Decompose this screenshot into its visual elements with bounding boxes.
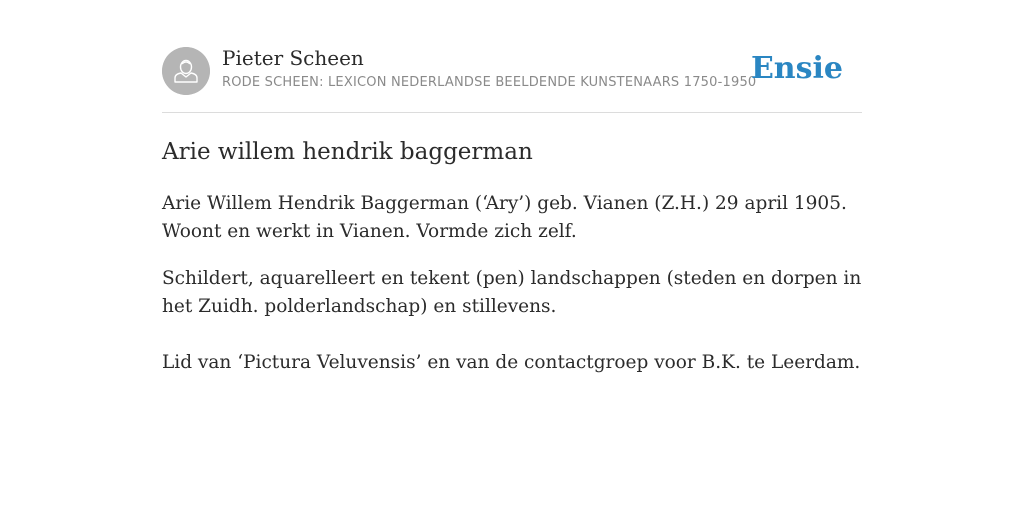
paragraph: Arie Willem Hendrik Baggerman (‘Ary’) geb. Vianen (Z.H.) 29 april 1905. Woont en werkt in Vianen. Vormde zich zelf. xyxy=(162,193,847,242)
author-name[interactable]: Pieter Scheen xyxy=(222,46,364,70)
entry-card xyxy=(162,0,862,373)
paragraph: Schildert, aquarelleert en tekent (pen) landschappen (steden en dorpen in het Zuidh. polderlandschap) en stillevens. xyxy=(162,268,862,317)
page-title: Arie willem hendrik baggerman xyxy=(162,139,533,165)
entry-header xyxy=(162,0,862,113)
paragraph: Lid van ‘Pictura Veluvensis’ en van de contactgroep voor B.K. te Leerdam. xyxy=(162,352,861,373)
user-icon xyxy=(162,47,210,95)
avatar[interactable] xyxy=(162,47,210,95)
source-title[interactable]: RODE SCHEEN: LEXICON NEDERLANDSE BEELDENDE KUNSTENAARS 1750-1950 xyxy=(222,75,757,90)
ensie-logo[interactable]: Ensie xyxy=(750,51,843,86)
